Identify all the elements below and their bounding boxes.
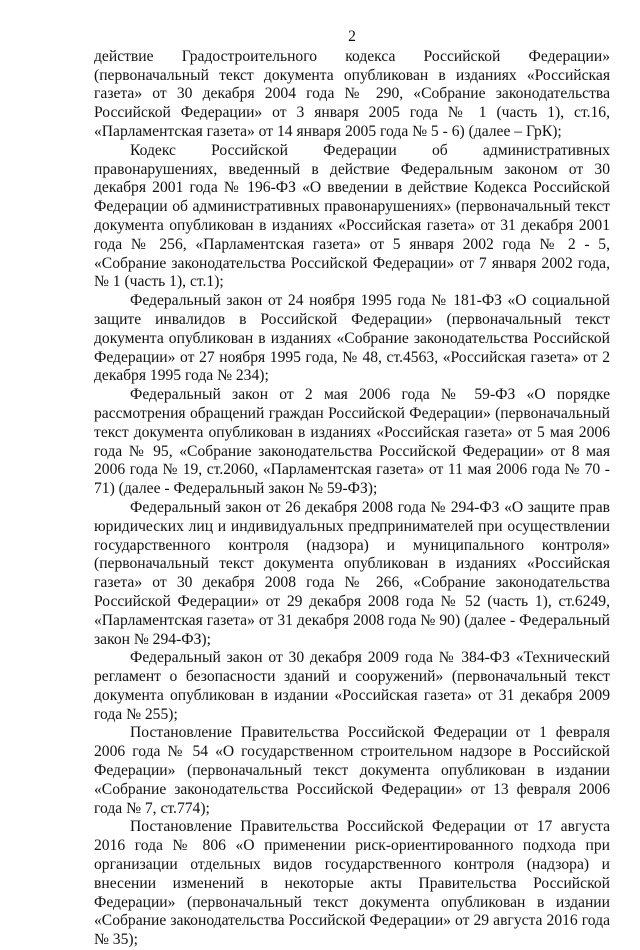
paragraph-postanovlenie-806: Постановление Правительства Российской Федерации от 17 августа 2016 года № 806 «О применении риск-ориентированного подхода при организации отдельных видов государственного контроля (надзора) и внесении изменений в некоторые акты Правительства Российской Федерации» (первоначальный текст документа опубликован в издании «Собрание законодательства Российской Федерации» от 29 августа 2016 года № 35); bbox=[94, 818, 610, 949]
page-number: 2 bbox=[348, 28, 356, 45]
document-page bbox=[94, 28, 610, 950]
paragraph-fz-384: Федеральный закон от 30 декабря 2009 года № 384-ФЗ «Технический регламент о безопасности зданий и сооружений» (первоначальный текст документа опубликован в издании «Российская газета» от 31 декабря 2009 года № 255); bbox=[94, 649, 610, 723]
paragraph-postanovlenie-54: Постановление Правительства Российской Федерации от 1 февраля 2006 года № 54 «О государственном строительном надзоре в Российской Федерации» (первоначальный текст документа опубликован в издании «Собрание законодательства Российской Федерации» от 13 февраля 2006 года № 7, ст.774); bbox=[94, 724, 610, 817]
paragraph-fz-294: Федеральный закон от 26 декабря 2008 года № 294-ФЗ «О защите прав юридических лиц и индивидуальных предпринимателей при осуществлении государственного контроля (надзора) и муниципального контроля» (первоначальный текст документа опубликован в изданиях «Российская газета» от 30 декабря 2008 года № 266, «Собрание законодательства Российской Федерации» от 29 декабря 2008 года № 52 (часть 1), ст.6249, «Парламентская газета» от 31 декабря 2008 года № 90) (далее - Федеральный закон № 294-ФЗ); bbox=[94, 498, 610, 648]
paragraph-grk: действие Градостроительного кодекса Российской Федерации» (первоначальный текст документа опубликован в изданиях «Российская газета» от 30 декабря 2004 года № 290, «Собрание законодательства Российской Федерации» от 3 января 2005 года № 1 (часть 1), ст.16, «Парламентская газета» от 14 января 2005 года № 5 - 6) (далее – ГрК); bbox=[94, 47, 610, 140]
paragraph-fz-59: Федеральный закон от 2 мая 2006 года № 59-ФЗ «О порядке рассмотрения обращений граждан Российской Федерации» (первоначальный текст документа опубликован в изданиях «Российская газета» от 5 мая 2006 года № 95, «Собрание законодательства Российской Федерации» от 8 мая 2006 года № 19, ст.2060, «Парламентская газета» от 11 мая 2006 года № 70 - 71) (далее - Федеральный закон № 59-ФЗ); bbox=[94, 386, 610, 498]
paragraph-koap: Кодекс Российской Федерации об административных правонарушениях, введенный в действие Федеральным законом от 30 декабря 2001 года № 196-ФЗ «О введении в действие Кодекса Российской Федерации об административных правонарушениях» (первоначальный текст документа опубликован в изданиях «Российская газета» от 31 декабря 2001 года № 256, «Парламентская газета» от 5 января 2002 года № 2 - 5, «Собрание законодательства Российской Федерации» от 7 января 2002 года, № 1 (часть 1), ст.1); bbox=[94, 141, 610, 291]
paragraph-fz-181: Федеральный закон от 24 ноября 1995 года № 181-ФЗ «О социальной защите инвалидов в Российской Федерации» (первоначальный текст документа опубликован в изданиях «Собрание законодательства Российской Федерации» от 27 ноября 1995 года, № 48, ст.4563, «Российская газета» от 2 декабря 1995 года № 234); bbox=[94, 292, 610, 385]
